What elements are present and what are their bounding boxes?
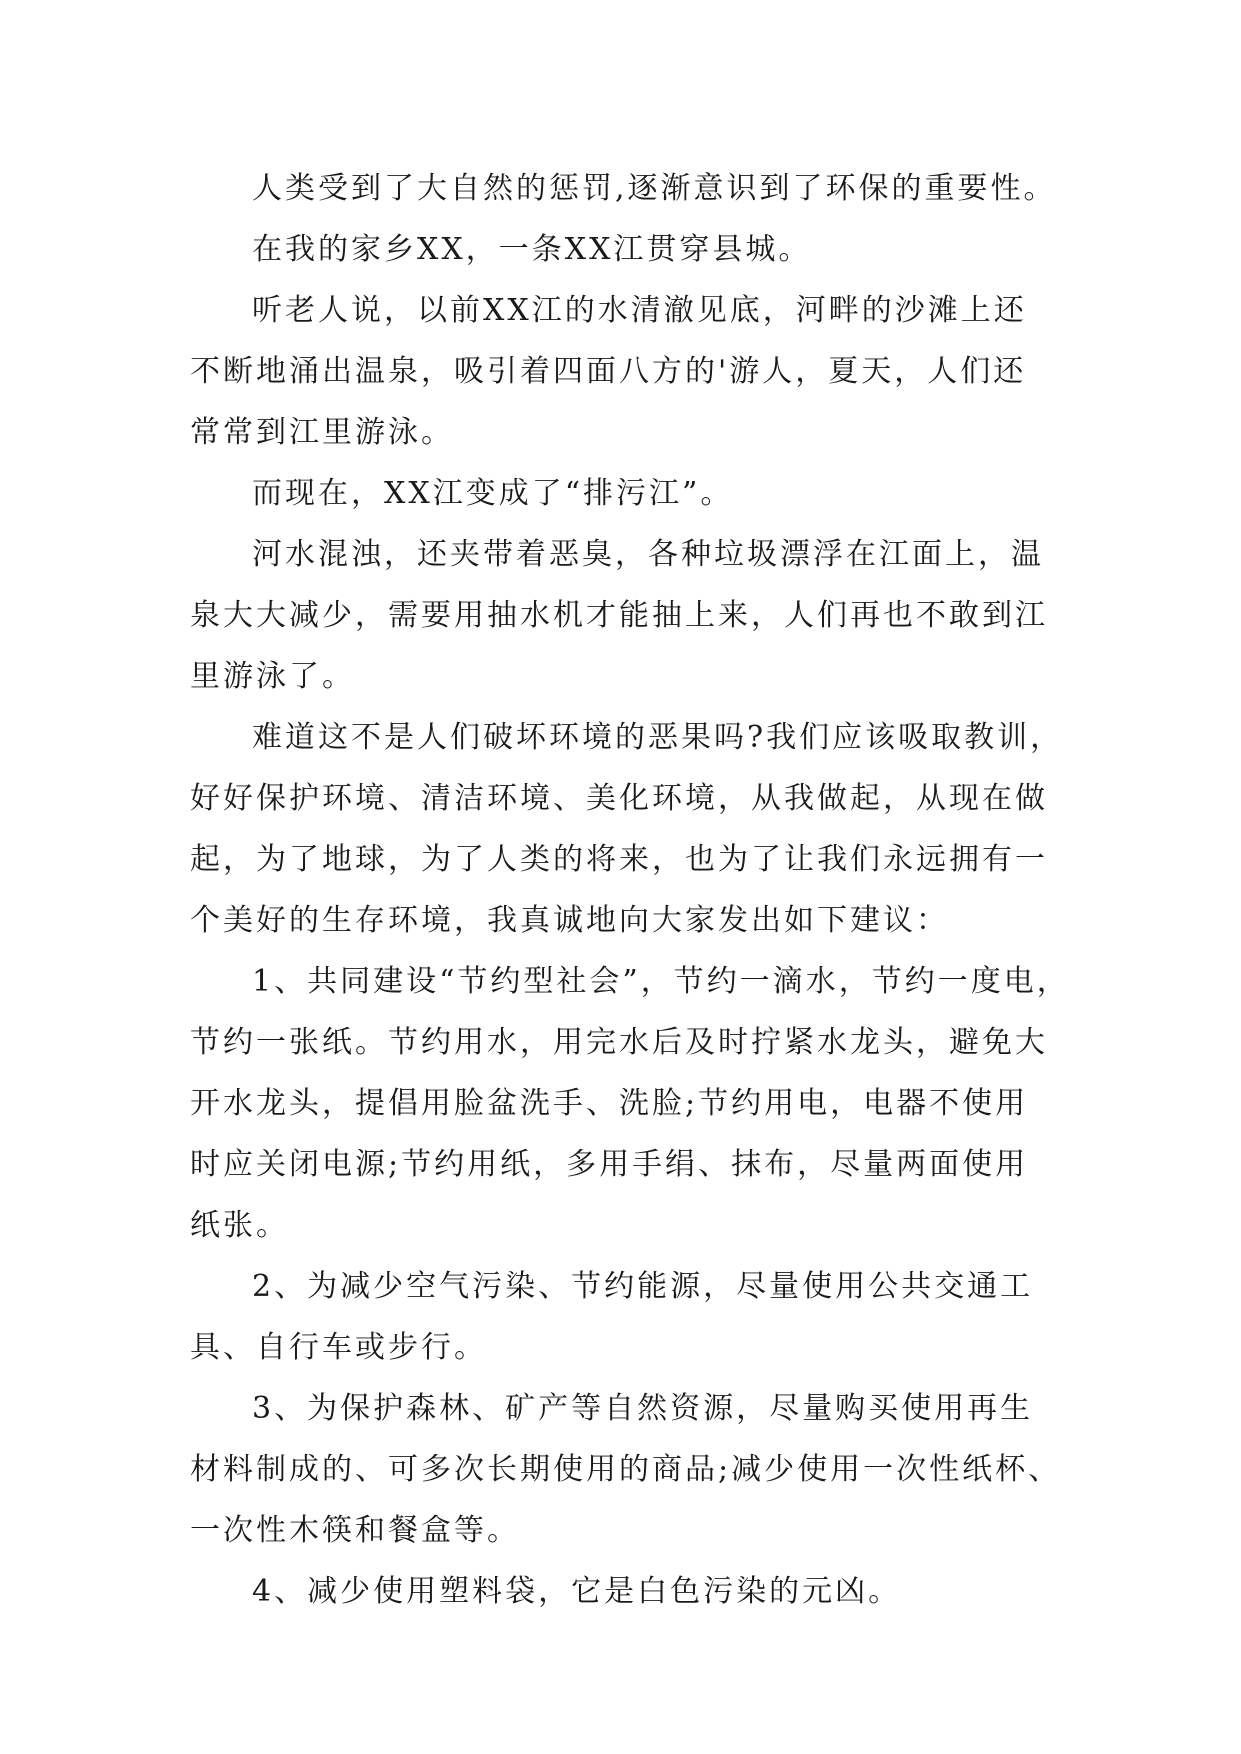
paragraph-line: 泉大大减少，需要用抽水机才能抽上来，人们再也不敢到江 — [190, 598, 1048, 633]
paragraph-line: 听老人说，以前XX江的水清澈见底，河畔的沙滩上还 — [252, 293, 1027, 328]
document-body — [190, 158, 1070, 1622]
paragraph-line: 里游泳了。 — [190, 659, 355, 694]
paragraph-line: 不断地涌出温泉，吸引着四面八方的'游人，夏天，人们还 — [190, 354, 1027, 389]
paragraph-line: 时应关闭电源;节约用纸，多用手绢、抹布，尽量两面使用 — [190, 1147, 1029, 1182]
paragraph-line: 常常到江里游泳。 — [190, 415, 454, 450]
paragraph-line: 开水龙头，提倡用脸盆洗手、洗脸;节约用电，电器不使用 — [190, 1086, 1029, 1121]
paragraph-line: 难道这不是人们破坏环境的恶果吗?我们应该吸取教训， — [252, 720, 1064, 755]
paragraph-line: 2、为减少空气污染、节约能源，尽量使用公共交通工 — [252, 1269, 1034, 1304]
paragraph-line: 人类受到了大自然的惩罚,逐渐意识到了环保的重要性。 — [252, 171, 1057, 206]
paragraph-line: 纸张。 — [190, 1208, 289, 1243]
paragraph-line: 起，为了地球，为了人类的将来，也为了让我们永远拥有一 — [190, 842, 1048, 877]
paragraph-line: 在我的家乡XX，一条XX江贯穿县城。 — [252, 232, 812, 267]
paragraph-line: 河水混浊，还夹带着恶臭，各种垃圾漂浮在江面上，温 — [252, 537, 1044, 572]
paragraph-line: 个美好的生存环境，我真诚地向大家发出如下建议： — [190, 903, 949, 938]
paragraph-line: 一次性木筷和餐盒等。 — [190, 1513, 520, 1548]
paragraph-line: 而现在，XX江变成了“排污江”。 — [252, 476, 734, 511]
paragraph-line: 具、自行车或步行。 — [190, 1330, 487, 1365]
paragraph-line: 材料制成的、可多次长期使用的商品;减少使用一次性纸杯、 — [190, 1452, 1062, 1487]
paragraph-line: 节约一张纸。节约用水，用完水后及时拧紧水龙头，避免大 — [190, 1025, 1048, 1060]
paragraph-line: 1、共同建设“节约型社会”，节约一滴水，节约一度电， — [252, 964, 1070, 999]
paragraph-line: 3、为保护森林、矿产等自然资源，尽量购买使用再生 — [252, 1391, 1034, 1426]
paragraph-line: 4、减少使用塑料袋，它是白色污染的元凶。 — [252, 1574, 902, 1609]
paragraph-line: 好好保护环境、清洁环境、美化环境，从我做起，从现在做 — [190, 781, 1048, 816]
